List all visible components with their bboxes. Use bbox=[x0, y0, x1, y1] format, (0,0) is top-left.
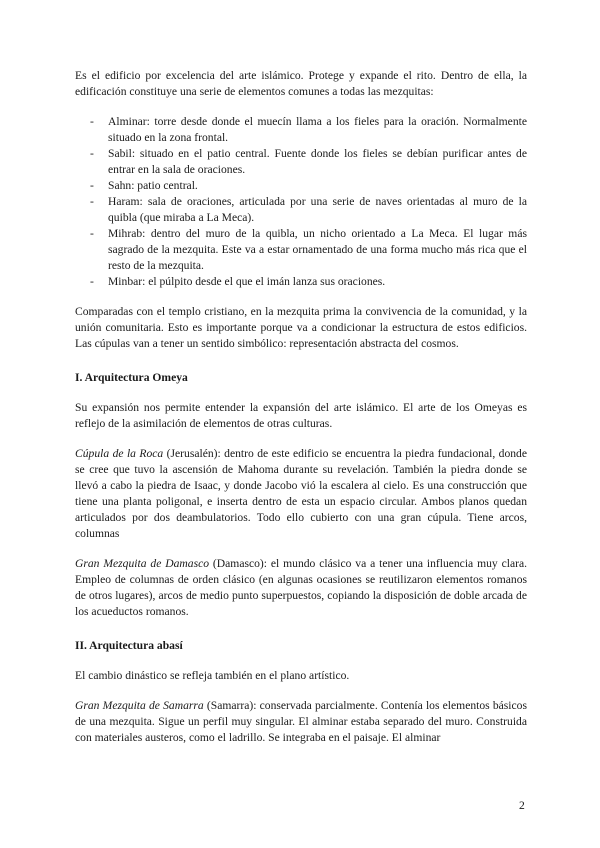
list-item bbox=[75, 194, 527, 226]
cupula-roca-title: Cúpula de la Roca bbox=[75, 447, 164, 460]
mezquita-samarra-title: Gran Mezquita de Samarra bbox=[75, 699, 204, 712]
list-dash: - bbox=[90, 227, 94, 240]
list-item bbox=[75, 114, 527, 146]
list-item bbox=[75, 178, 527, 194]
list-dash: - bbox=[90, 195, 94, 208]
mezquita-damasco-paragraph bbox=[75, 556, 527, 620]
abasi-intro-paragraph: El cambio dinástico se refleja también en el plano artístico. bbox=[75, 669, 350, 682]
list-dash: - bbox=[90, 179, 94, 192]
mezquita-samarra-text: (Samarra): conservada parcialmente. Contenía los elementos básicos de una mezquita. Sigue un perfil muy singular. El alminar estaba separado del muro. Construida con materiales austeros, como el ladrillo. Se integraba en el paisaje. El alminar bbox=[75, 699, 527, 744]
list-dash: - bbox=[90, 115, 94, 128]
list-dash: - bbox=[90, 275, 94, 288]
list-item-text: Minbar: el púlpito desde el que el imán lanza sus oraciones. bbox=[108, 275, 386, 288]
section-heading-abasi: II. Arquitectura abasí bbox=[75, 639, 183, 652]
list-item-text: Sabil: situado en el patio central. Fuente donde los fieles se debían purificar antes de entrar en la sala de oraciones. bbox=[108, 147, 527, 176]
list-item-text: Mihrab: dentro del muro de la quibla, un nicho orientado a La Meca. El lugar más sagrado de la mezquita. Este va a estar ornamentado de una forma mucho más rica que el resto de la mezquita. bbox=[108, 227, 527, 272]
list-item-text: Haram: sala de oraciones, articulada por una serie de naves orientadas al muro de la quibla (que miraba a La Meca). bbox=[108, 195, 527, 224]
comparison-paragraph: Comparadas con el templo cristiano, en la mezquita prima la convivencia de la comunidad, y la unión comunitaria. Esto es importante porque va a condicionar la estructura de estos edificios. Las cúpulas van a tener un sentido simbólico: representación abstracta del cosmos. bbox=[75, 305, 527, 350]
section-heading-omeya: I. Arquitectura Omeya bbox=[75, 371, 188, 384]
list-item bbox=[75, 274, 527, 290]
list-item bbox=[75, 146, 527, 178]
mezquita-damasco-text: (Damasco): el mundo clásico va a tener una influencia muy clara. Empleo de columnas de orden clásico (en algunas ocasiones se reutilizaron elementos romanos de otros lugares), arcos de medio punto superpuestos, copiando la disposición de doble arcada de los acueductos romanos. bbox=[75, 557, 528, 618]
list-item-text: Alminar: torre desde donde el muecín llama a los fieles para la oración. Normalmente situado en la zona frontal. bbox=[108, 115, 527, 144]
mosque-elements-list bbox=[75, 114, 527, 290]
omeya-intro-paragraph: Su expansión nos permite entender la expansión del arte islámico. El arte de los Omeyas es reflejo de la asimilación de elementos de otras culturas. bbox=[75, 401, 527, 430]
mezquita-damasco-title: Gran Mezquita de Damasco bbox=[75, 557, 210, 570]
list-item bbox=[75, 226, 527, 274]
page-number: 2 bbox=[519, 799, 525, 812]
mezquita-samarra-paragraph bbox=[75, 698, 527, 746]
intro-paragraph: Es el edificio por excelencia del arte islámico. Protege y expande el rito. Dentro de ella, la edificación constituye una serie de elementos comunes a todas las mezquitas: bbox=[75, 69, 527, 98]
list-item-text: Sahn: patio central. bbox=[108, 179, 198, 192]
list-dash: - bbox=[90, 147, 94, 160]
page-content bbox=[75, 68, 527, 746]
cupula-roca-paragraph bbox=[75, 446, 527, 542]
cupula-roca-text: (Jerusalén): dentro de este edificio se encuentra la piedra fundacional, donde se cree que tuvo la ascensión de Mahoma durante su revelación. También la piedra donde se llevó a cabo la piedra de Isaac, y donde Jacobo vió la escalera al cielo. Es una construcción que tiene una planta poligonal, e inserta dentro de esta un espacio circular. Ambos planos quedan articulados por dos deambulatorios. Todo ello cubierto con una gran cúpula. Tiene arcos, columnas bbox=[75, 447, 528, 540]
